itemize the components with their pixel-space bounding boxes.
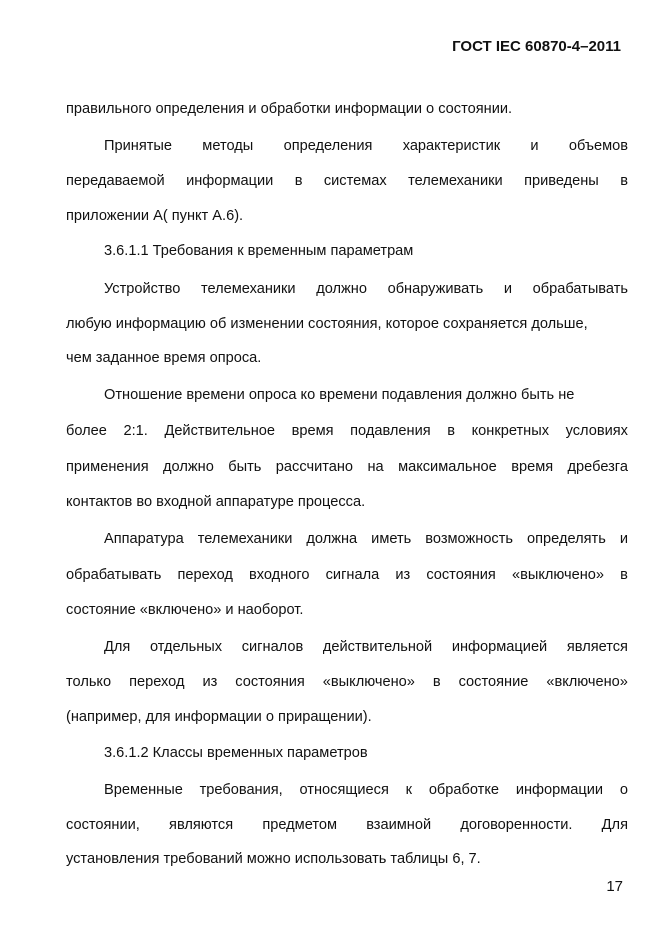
word: в bbox=[447, 423, 456, 439]
word: Действительное bbox=[164, 423, 276, 439]
word: относящиеся bbox=[299, 782, 389, 798]
paragraph-line: приложении А( пункт А.6). bbox=[66, 208, 244, 224]
paragraph-line: любую информацию об изменении состояния, которое сохраняется дольше, bbox=[66, 316, 588, 332]
word: должна bbox=[306, 531, 358, 547]
word: состояния bbox=[235, 674, 305, 690]
paragraph-line: чем заданное время опроса. bbox=[66, 350, 262, 366]
word: применения bbox=[66, 459, 149, 475]
paragraph-line bbox=[66, 565, 628, 585]
paragraph-line bbox=[104, 279, 628, 299]
word: состояние bbox=[458, 674, 529, 690]
word: время bbox=[291, 423, 334, 439]
word: быть bbox=[228, 459, 262, 475]
word: в bbox=[294, 173, 303, 189]
paragraph-line: правильного определения и обработки информации о состоянии. bbox=[66, 101, 513, 117]
word: и bbox=[530, 138, 539, 154]
section-heading: 3.6.1.1 Требования к временным параметрам bbox=[104, 243, 414, 259]
word: Аппаратура bbox=[104, 531, 184, 547]
word: передаваемой bbox=[66, 173, 165, 189]
paragraph-line bbox=[66, 457, 628, 477]
word: Принятые bbox=[104, 138, 173, 154]
word: на bbox=[367, 459, 384, 475]
word: входного bbox=[249, 567, 310, 583]
word: и bbox=[503, 281, 512, 297]
section-heading: 3.6.1.2 Классы временных параметров bbox=[104, 745, 368, 761]
paragraph-line bbox=[104, 529, 628, 549]
word: рассчитано bbox=[275, 459, 354, 475]
word: договоренности. bbox=[460, 817, 573, 833]
paragraph-line bbox=[66, 672, 628, 692]
word: «выключено» bbox=[511, 567, 605, 583]
paragraph-line: Отношение времени опроса ко времени подавления должно быть не bbox=[104, 387, 575, 403]
word: к bbox=[405, 782, 413, 798]
paragraph-line: контактов во входной аппаратуре процесса. bbox=[66, 494, 366, 510]
word: о bbox=[619, 782, 628, 798]
word: дребезга bbox=[567, 459, 628, 475]
word: должно bbox=[163, 459, 214, 475]
word: Временные bbox=[104, 782, 183, 798]
word: является bbox=[566, 639, 628, 655]
word: только bbox=[66, 674, 112, 690]
paragraph-line bbox=[104, 136, 628, 156]
paragraph-line bbox=[66, 815, 628, 835]
word: в bbox=[620, 173, 628, 189]
word: Для bbox=[104, 639, 131, 655]
word: максимальное bbox=[398, 459, 497, 475]
word: более bbox=[66, 423, 107, 439]
word: являются bbox=[169, 817, 234, 833]
word: «выключено» bbox=[322, 674, 415, 690]
word: информации bbox=[515, 782, 604, 798]
paragraph-line bbox=[104, 780, 628, 800]
paragraph-line bbox=[66, 421, 628, 441]
word: Устройство bbox=[104, 281, 181, 297]
word: обрабатывать bbox=[532, 281, 628, 297]
word: сигналов bbox=[241, 639, 304, 655]
word: из bbox=[202, 674, 218, 690]
word: требования, bbox=[199, 782, 283, 798]
word: обнаруживать bbox=[387, 281, 484, 297]
word: время bbox=[511, 459, 554, 475]
word: предметом bbox=[262, 817, 338, 833]
word: из bbox=[395, 567, 411, 583]
word: переход bbox=[177, 567, 233, 583]
word: информацией bbox=[451, 639, 548, 655]
word: в bbox=[620, 567, 628, 583]
paragraph-line: состояние «включено» и наоборот. bbox=[66, 602, 304, 618]
word: Для bbox=[601, 817, 628, 833]
paragraph-line bbox=[66, 171, 628, 191]
word: телемеханики bbox=[408, 173, 503, 189]
paragraph-line: установления требований можно использовать таблицы 6, 7. bbox=[66, 851, 481, 867]
document-header: ГОСТ IEC 60870-4–2011 bbox=[452, 38, 621, 55]
word: должно bbox=[316, 281, 367, 297]
paragraph-line bbox=[104, 637, 628, 657]
word: состояния bbox=[426, 567, 496, 583]
word: определять bbox=[527, 531, 606, 547]
word: конкретных bbox=[471, 423, 549, 439]
word: иметь bbox=[371, 531, 412, 547]
word: приведены bbox=[524, 173, 599, 189]
word: обработке bbox=[428, 782, 500, 798]
word: состоянии, bbox=[66, 817, 140, 833]
word: «включено» bbox=[546, 674, 628, 690]
word: подавления bbox=[350, 423, 431, 439]
word: 2:1. bbox=[123, 423, 148, 439]
word: телемеханики bbox=[197, 531, 293, 547]
page-number: 17 bbox=[606, 878, 623, 895]
word: характеристик bbox=[402, 138, 501, 154]
word: и bbox=[619, 531, 628, 547]
paragraph-line: (например, для информации о приращении). bbox=[66, 709, 372, 725]
word: в bbox=[432, 674, 441, 690]
word: системах bbox=[323, 173, 387, 189]
word: действительной bbox=[322, 639, 433, 655]
word: взаимной bbox=[366, 817, 432, 833]
word: отдельных bbox=[149, 639, 223, 655]
word: переход bbox=[129, 674, 185, 690]
word: сигнала bbox=[325, 567, 380, 583]
word: возможность bbox=[425, 531, 514, 547]
word: информации bbox=[186, 173, 274, 189]
word: методы bbox=[202, 138, 254, 154]
word: определения bbox=[283, 138, 373, 154]
word: условиях bbox=[565, 423, 628, 439]
word: обрабатывать bbox=[66, 567, 162, 583]
word: телемеханики bbox=[200, 281, 296, 297]
word: объемов bbox=[568, 138, 628, 154]
